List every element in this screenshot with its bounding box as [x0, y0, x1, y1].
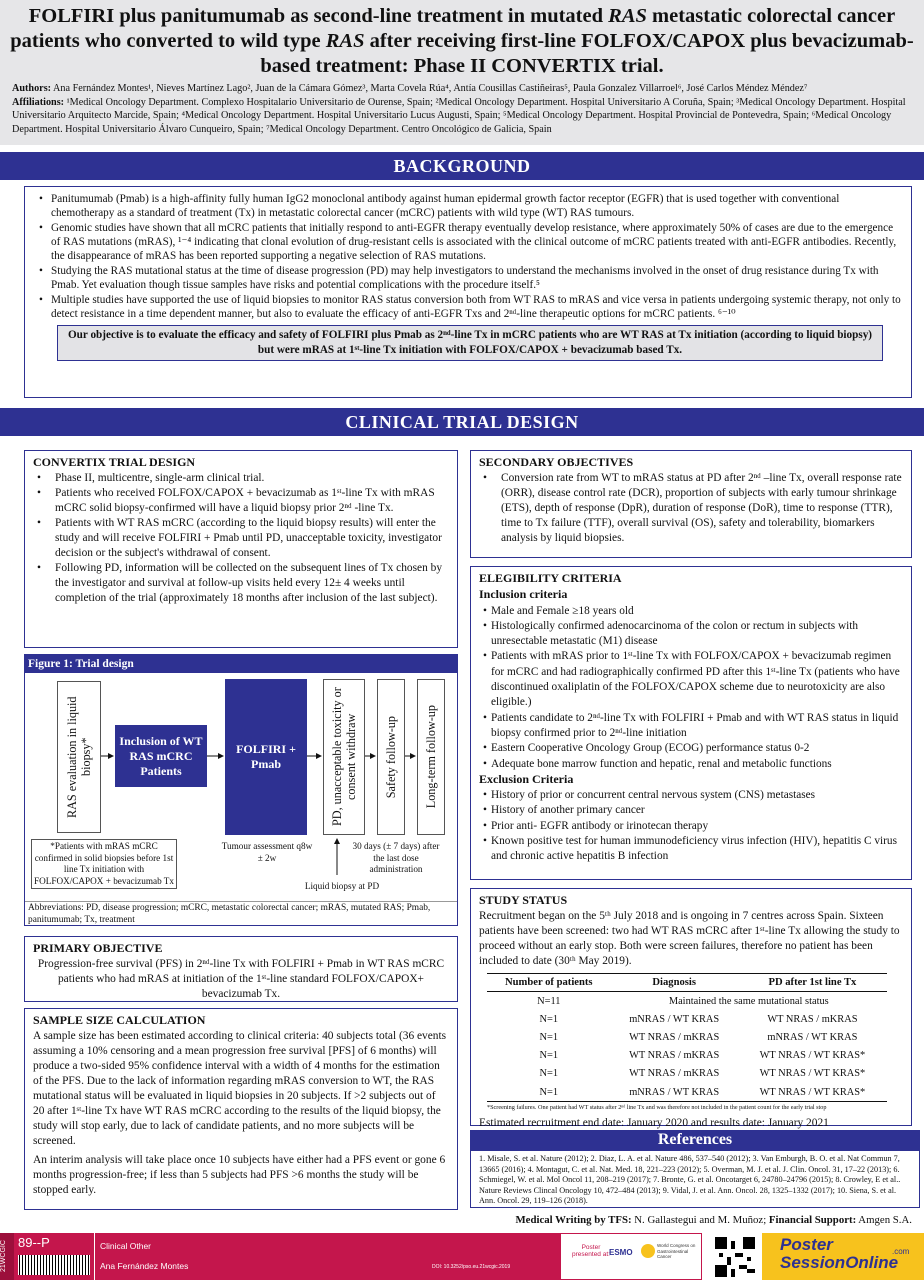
primary-objective-text: Progression-free survival (PFS) in 2ⁿᵈ-line Tx with FOLFIRI + Pmab in WT RAS mCRC patients who had mRAS at initiation of the 1ˢᵗ-line standard FOLFOX/CAPOX+ bevacizumab Tx.	[37, 958, 445, 1000]
section-header-background: BACKGROUND	[0, 152, 924, 180]
footnote-star: *Patients with mRAS mCRC confirmed in solid biopsies before 1st line Tx initiation with FOLFOX/CAPOX + bevacizumab Tx	[31, 839, 177, 889]
exclusion-title: Exclusion Criteria	[479, 771, 574, 786]
table-row: N=1 WT NRAS / mKRAS mNRAS / WT KRAS	[539, 1031, 858, 1043]
primary-objective-box	[24, 936, 458, 1002]
table-row: N=1 mNRAS / WT KRAS WT NRAS / WT KRAS*	[487, 1083, 887, 1102]
status-table	[487, 973, 887, 1102]
longterm-followup-box: Long-term follow-up	[417, 679, 445, 835]
secondary-objectives-box	[470, 450, 912, 558]
inclusion-list	[479, 604, 903, 772]
days-note: 30 days (± 7 days) after the last dose administration	[352, 841, 440, 874]
inclusion-title: Inclusion criteria	[479, 587, 568, 602]
liquid-biopsy-box: RAS evaluation in liquid biopsy*	[57, 681, 101, 833]
table-header: Number of patients	[487, 974, 611, 992]
list-item: • Patients candidate to 2ⁿᵈ-line Tx with FOLFIRI + Pmab and with WT RAS status in liquid biopsy confirmed prior to 2ⁿᵈ-line initiation	[479, 711, 903, 742]
list-item: • History of another primary cancer	[479, 803, 903, 818]
list-item: • Histologically confirmed adenocarcinoma of the colon or rectum in subjects with unresectable metastatic (M1) disease	[479, 619, 903, 650]
box-title: ELEGIBILITY CRITERIA	[479, 571, 622, 585]
list-item: • Prior anti- EGFR antibody or irinotecan therapy	[479, 819, 903, 834]
study-status-text: Recruitment began on the 5ᵗʰ July 2018 and is ongoing in 7 centres across Spain. Sixteen patients have been screened: two had WT RAS mCRC after 1ˢᵗ-line Tx allowing the study to proceed without an early stop. Both were screen failures, therefore no patient has been included to date (30ᵗʰ May 2019).	[479, 910, 900, 967]
congress-tag: 21WCGIC	[0, 1233, 14, 1280]
background-box	[24, 186, 912, 398]
figure-title: Figure 1: Trial design	[25, 655, 457, 673]
footer	[0, 1233, 924, 1280]
list-item: • Known positive test for human immunodeficiency virus infection (HIV), hepatitis C virus and chronic active hepatitis B infection	[479, 834, 903, 865]
list-item: • Patients who received FOLFOX/CAPOX + bevacizumab as 1ˢᵗ-line Tx with mRAS mCRC solid biopsy-confirmed will have a liquid biopsy prior 2ⁿᵈ -line Tx.	[33, 486, 449, 516]
tumour-assessment-note: Tumour assessment q8w ± 2w	[221, 841, 313, 863]
authors-line: Authors: Ana Fernández Montes¹, Nieves Martínez Lago², Juan de la Cámara Gómez³, Marta Covela Rúa⁴, Antía Cousillas Castiñeiras⁵, Paula Gonzalez Villarroel⁶, José Carlos Méndez Méndez⁷	[12, 83, 808, 94]
doi-label: DOI: 10.3252/pso.eu.21wcgic.2019	[432, 1264, 511, 1270]
background-list	[39, 192, 901, 321]
credits-line: Medical Writing by TFS: N. Gallastegui and M. Muñoz; Financial Support: Amgen S.A.	[515, 1214, 912, 1226]
affiliations-line: Affiliations: ¹Medical Oncology Department. Complexo Hospitalario Universitario de Ourense, Spain; ²Medical Oncology Department. Hospital Universitario A Coruña, Spain; ³Medical Oncology Department. Hospital Universitario Arquitecto Marcide, Spain; ⁴Medical Oncology Department. Hospital Universitario Lucus Augusti, Spain; ⁵Medical Oncology Department. Hospital Provincial de Pontevedra, Spain; ⁶Medical Oncology Department. Hospital Universitario Álvaro Cunqueiro, Spain; ⁷Medical Oncology Department. Centro Oncológico de Galicia, Spain	[12, 96, 906, 135]
liquid-biopsy-pd-note: Liquid biopsy at PD	[304, 881, 380, 891]
eligibility-box	[470, 566, 912, 880]
box-title: STUDY STATUS	[479, 893, 568, 907]
design-list	[33, 471, 449, 606]
list-item: • Conversion rate from WT to mRAS status at PD after 2ⁿᵈ –line Tx, overall response rate (ORR), disease control rate (DCR), proportion of subjects with early tumour shrinkage (ETS), depth of response (DpR), duration of response (DoR), time to response (TTR), time to Tx failure (TTF), overall survival (OS), safety and tolerability, biomarkers analysis by liquid biopsies.	[479, 471, 903, 546]
table-note: *Screening failures. One patient had WT status after 2ⁿᵈ line Tx and was therefore not included in the patient count for the early trial stop	[487, 1104, 827, 1112]
list-item: • Phase II, multicentre, single-arm clinical trial.	[33, 471, 449, 486]
pd-box: PD, unacceptable toxicity or consent withdraw	[323, 679, 365, 835]
category-label: Clinical Other	[100, 1241, 152, 1251]
list-item: • Eastern Cooperative Oncology Group (ECOG) performance status 0-2	[479, 741, 903, 756]
inclusion-box: Inclusion of WT RAS mCRC Patients	[115, 725, 207, 787]
exclusion-list	[479, 788, 903, 864]
table-row: N=1 WT NRAS / mKRAS WT NRAS / WT KRAS*	[539, 1068, 866, 1080]
box-title: SECONDARY OBJECTIVES	[479, 455, 634, 469]
table-row: N=1 mNRAS / WT KRAS WT NRAS / mKRAS	[539, 1013, 858, 1025]
list-item: • Patients with mRAS prior to 1ˢᵗ-line Tx with FOLFOX/CAPOX + bevacizumab regimen for mCRC and had radiographically confirmed PD after this 1ˢᵗ-line Tx (patients who have discontinued oxaliplatin of the FOLFOX/CAPOX scheme due to neurotoxicity are also eligible.)	[479, 649, 903, 710]
section-header-design: CLINICAL TRIAL DESIGN	[0, 408, 924, 436]
box-title: PRIMARY OBJECTIVE	[33, 941, 163, 955]
esmo-logo: ESMO	[609, 1248, 633, 1257]
references-header: References	[470, 1130, 920, 1150]
list-item: • Multiple studies have supported the use of liquid biopsies to monitor RAS status conversion both from WT RAS to mRAS and vice versa in patients undergoing systemic therapy, not only to detect resistance in a time dependent manner, but also to evaluate the efficacy of anti-EGFR Txs and 2ⁿᵈ-line therapeutic options for mCRC patients. ⁶⁻¹⁰	[39, 293, 901, 321]
box-title: SAMPLE SIZE CALCULATION	[33, 1013, 206, 1027]
list-item: • History of prior or concurrent central nervous system (CNS) metastases	[479, 788, 903, 803]
qr-code-icon[interactable]	[715, 1237, 755, 1277]
end-date-text: Estimated recruitment end date: January 2020 and results date: January 2021	[479, 1117, 829, 1130]
presented-at-block	[560, 1233, 702, 1280]
table-row: N=1 WT NRAS / mKRAS WT NRAS / WT KRAS*	[539, 1050, 866, 1062]
sample-size-text: A sample size has been estimated according to clinical criteria: 40 subjects total (36 events assuming a 10% censoring and a mean progression free survival [PFS] of 6 months) will produce a two-sided 95% confidence interval with a width of 4 months for the estimation of the PFS. Due to the lack of information regarding mRAS conversion to WT, the RAS mutational status will be evaluated in liquid biopsies in 20 subjects. If >2 subjects out of 20 after 1ˢᵗ-line Tx have WT RAS mCRC according to the results of the liquid biopsy, the study will stop early, due to lack of candidate patients, and no more subjects will be screened.	[33, 1030, 447, 1147]
box-title: CONVERTIX TRIAL DESIGN	[33, 455, 196, 469]
trial-design-figure	[24, 654, 458, 926]
poster-session-online-logo[interactable]: Poster SessionOnline .com	[762, 1233, 924, 1280]
congress-name: World Congress on Gastrointestinal Cancer	[657, 1243, 696, 1259]
footer-red-bar	[0, 1233, 560, 1280]
secondary-list	[479, 471, 903, 546]
presented-at-label: Poster presented at:	[572, 1244, 610, 1258]
safety-followup-box: Safety follow-up	[377, 679, 405, 835]
footer-author: Ana Fernández Montes	[100, 1261, 189, 1271]
treatment-box: FOLFIRI + Pmab	[225, 679, 307, 835]
list-item: • Adequate bone marrow function and hepatic, renal and metabolic functions	[479, 757, 903, 772]
references-box: 1. Misale, S. et al. Nature (2012); 2. Diaz, L. A. et al. Nature 486, 537–540 (2012); 3. Van Emburgh, B. O. et al. Nat Commun 7, 13665 (2016); 4. Montagut, C. et al. Nat. Med. 18, 221–223 (2012); 5. Overman, M. J. et al. J. Clin. Oncol. 31, 17–22 (2013); 6. Schmiegel, W. et al. Mol Oncol 11, 208–219 (2017); 7. Bronte, G. et al. Oncotarget 6, 24780–24796 (2015); 8. Crowley, E et al.. Nature Reviews Clincal Oncology 10, 472–484 (2013); 9. Vidal, J. et al. Ann. Oncol. 28, 1325–1332 (2017); 10. Siena, S. et al. Ann. Oncol. 29, 119–126 (2018).	[470, 1150, 920, 1208]
list-item: • Male and Female ≥18 years old	[479, 604, 903, 619]
study-status-box	[470, 888, 912, 1130]
list-item: • Following PD, information will be collected on the subsequent lines of Tx chosen by the investigator and survival at follow-up visits held every 12± 4 weeks until completion of the trial (approximately 18 months after inclusion of the last subject).	[33, 561, 449, 606]
poster-title: FOLFIRI plus panitumumab as second-line treatment in mutated RAS metastatic colorectal cancer patients who converted to wild type RAS after receiving first-line FOLFOX/CAPOX plus bevacizumab-based treatment: Phase II CONVERTIX trial.	[10, 5, 914, 77]
authors-block	[12, 82, 912, 136]
table-header: PD after 1st line Tx	[738, 974, 887, 992]
abbreviations: Abbreviations: PD, disease progression; mCRC, metastatic colorectal cancer; mRAS, mutated RAS; Pmab, panitumumab; Tx, treatment	[25, 901, 457, 927]
sample-size-box	[24, 1008, 458, 1210]
table-header: Diagnosis	[611, 974, 738, 992]
objective-box: Our objective is to evaluate the efficacy and safety of FOLFIRI plus Pmab as 2ⁿᵈ-line Tx in mCRC patients who are WT RAS at Tx initiation (according to liquid biopsy) but were mRAS at 1ˢᵗ-line Tx initiation with FOLFOX/CAPOX + bevacizumab based Tx.	[57, 325, 883, 361]
list-item: • Studying the RAS mutational status at the time of disease progression (PD) may help investigators to understand the mechanisms involved in the onset of drug resistance during Tx with Pmab. Yet evaluation though tissue samples have risks and potential complications with the procedure itself.⁵	[39, 264, 901, 292]
list-item: • Panitumumab (Pmab) is a high-affinity fully human IgG2 monoclonal antibody against human epidermal growth factor receptor (EGFR) that is used together with conventional chemotherapy as a standard of treatment (Tx) in metastatic colorectal cancer (mCRC) patients with wild type (WT) RAS tumours.	[39, 192, 901, 220]
poster-id: 89--P	[18, 1235, 50, 1250]
congress-logo-icon	[641, 1244, 655, 1258]
interim-analysis-text: An interim analysis will take place once 10 subjects have either had a PFS event or gone 6 months progression-free; if less than 5 subjects had PFS >6 months the study will be stopped early.	[33, 1154, 446, 1196]
list-item: • Patients with WT RAS mCRC (according to the liquid biopsy results) will enter the study and will receive FOLFIRI + Pmab until PD, unacceptable toxicity, investigator decision or the subject's withdrawal of consent.	[33, 516, 449, 561]
table-row: N=11 Maintained the same mutational status	[537, 995, 829, 1007]
list-item: • Genomic studies have shown that all mCRC patients that initially respond to anti-EGFR therapy eventually develop resistance, where approximately 50% of cases are due to the emergence of RAS mutations (mRAS), ¹⁻⁴ indicating that clonal evolution of drug-resistant cells is associated with the clinical outcome of mCRC patients treated with anti-EGFR antibodies. Recently, the disappearance of mRAS has been reported supporting a negative selection of RAS mutations.	[39, 221, 901, 264]
barcode-icon	[18, 1255, 90, 1275]
convertix-design-box	[24, 450, 458, 648]
